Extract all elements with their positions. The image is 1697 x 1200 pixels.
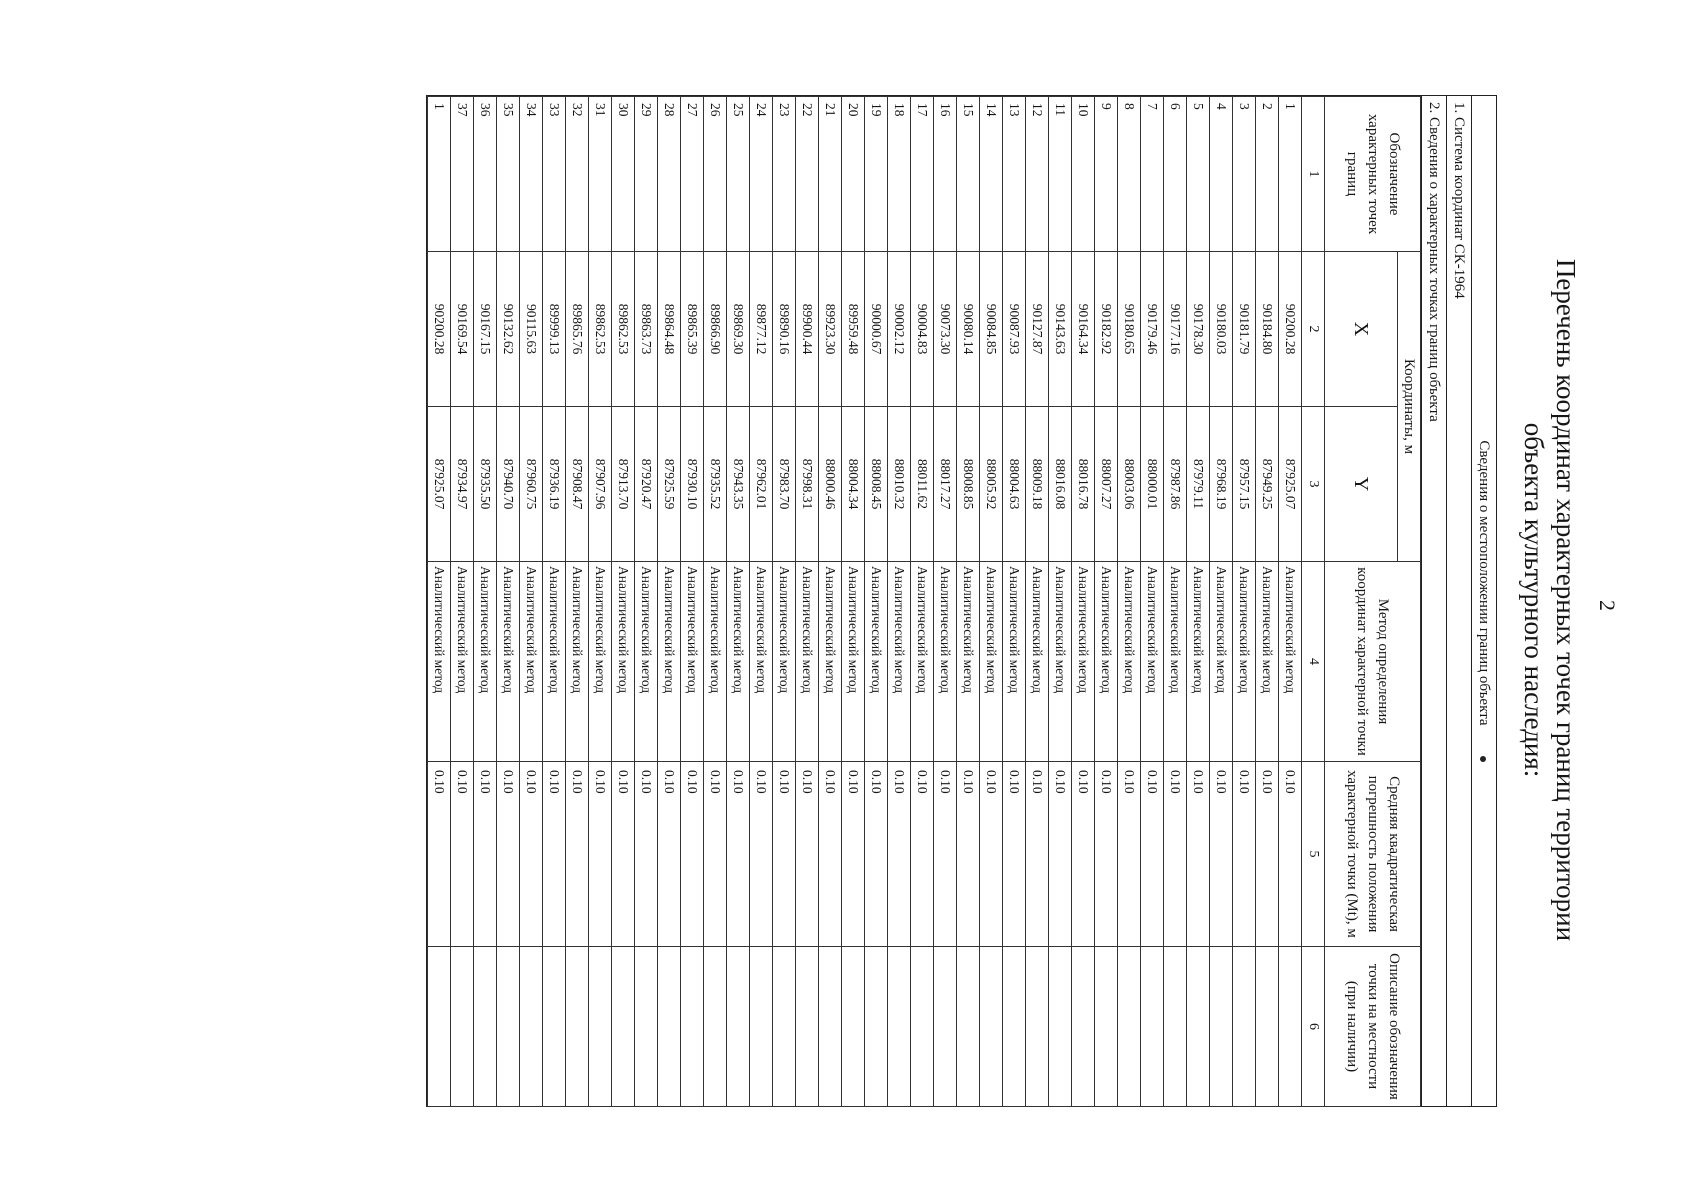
coordinates-sheet bbox=[426, 95, 1497, 1107]
x-coordinate-cell: 90169.54 bbox=[451, 252, 474, 407]
table-row bbox=[750, 97, 773, 1107]
accuracy-cell: 0.10 bbox=[1118, 762, 1141, 947]
point-id-cell: 27 bbox=[681, 97, 704, 252]
description-cell bbox=[474, 947, 497, 1107]
y-coordinate-cell: 87979.11 bbox=[1187, 407, 1210, 562]
point-id-cell: 29 bbox=[635, 97, 658, 252]
method-cell: Аналитический метод bbox=[543, 562, 566, 762]
description-cell bbox=[957, 947, 980, 1107]
point-id-cell: 4 bbox=[1210, 97, 1233, 252]
col-header-x: X bbox=[1325, 252, 1398, 407]
accuracy-cell: 0.10 bbox=[1072, 762, 1095, 947]
table-row bbox=[1279, 97, 1302, 1107]
y-coordinate-cell: 87949.25 bbox=[1256, 407, 1279, 562]
accuracy-cell: 0.10 bbox=[635, 762, 658, 947]
y-coordinate-cell: 88016.08 bbox=[1049, 407, 1072, 562]
method-cell: Аналитический метод bbox=[704, 562, 727, 762]
accuracy-cell: 0.10 bbox=[957, 762, 980, 947]
accuracy-cell: 0.10 bbox=[842, 762, 865, 947]
y-coordinate-cell: 88008.85 bbox=[957, 407, 980, 562]
x-coordinate-cell: 90164.34 bbox=[1072, 252, 1095, 407]
table-row bbox=[1026, 97, 1049, 1107]
method-cell: Аналитический метод bbox=[1256, 562, 1279, 762]
accuracy-cell: 0.10 bbox=[1187, 762, 1210, 947]
col-header-description: Описание обозначения точки на местности (при наличии) bbox=[1325, 947, 1421, 1107]
point-id-cell: 31 bbox=[589, 97, 612, 252]
table-row bbox=[451, 97, 474, 1107]
col-header-method: Метод определения координат характерной точки bbox=[1325, 562, 1421, 762]
description-cell bbox=[1072, 947, 1095, 1107]
col-number: 4 bbox=[1302, 562, 1325, 762]
col-header-point-id: Обозначение характерных точек границ bbox=[1325, 97, 1421, 252]
description-cell bbox=[1233, 947, 1256, 1107]
accuracy-cell: 0.10 bbox=[980, 762, 1003, 947]
table-row bbox=[888, 97, 911, 1107]
table-row bbox=[1095, 97, 1118, 1107]
x-coordinate-cell: 89877.12 bbox=[750, 252, 773, 407]
x-coordinate-cell: 89862.53 bbox=[612, 252, 635, 407]
description-cell bbox=[1049, 947, 1072, 1107]
title-line-1: Перечень координат характерных точек границ территории bbox=[1551, 258, 1581, 942]
method-cell: Аналитический метод bbox=[1141, 562, 1164, 762]
accuracy-cell: 0.10 bbox=[566, 762, 589, 947]
table-row bbox=[1118, 97, 1141, 1107]
y-coordinate-cell: 87998.31 bbox=[796, 407, 819, 562]
y-coordinate-cell: 88004.34 bbox=[842, 407, 865, 562]
accuracy-cell: 0.10 bbox=[773, 762, 796, 947]
y-coordinate-cell: 87925.07 bbox=[428, 407, 451, 562]
x-coordinate-cell: 89865.39 bbox=[681, 252, 704, 407]
table-row bbox=[957, 97, 980, 1107]
point-id-cell: 36 bbox=[474, 97, 497, 252]
x-coordinate-cell: 90181.79 bbox=[1233, 252, 1256, 407]
point-id-cell: 6 bbox=[1164, 97, 1187, 252]
y-coordinate-cell: 87968.19 bbox=[1210, 407, 1233, 562]
y-coordinate-cell: 88016.78 bbox=[1072, 407, 1095, 562]
table-row bbox=[658, 97, 681, 1107]
x-coordinate-cell: 89865.76 bbox=[566, 252, 589, 407]
x-coordinate-cell: 90132.62 bbox=[497, 252, 520, 407]
point-id-cell: 7 bbox=[1141, 97, 1164, 252]
table-row bbox=[980, 97, 1003, 1107]
method-cell: Аналитический метод bbox=[934, 562, 957, 762]
point-id-cell: 26 bbox=[704, 97, 727, 252]
method-cell: Аналитический метод bbox=[1118, 562, 1141, 762]
method-cell: Аналитический метод bbox=[773, 562, 796, 762]
accuracy-cell: 0.10 bbox=[1279, 762, 1302, 947]
accuracy-cell: 0.10 bbox=[474, 762, 497, 947]
method-cell: Аналитический метод bbox=[796, 562, 819, 762]
x-coordinate-cell: 90184.80 bbox=[1256, 252, 1279, 407]
point-id-cell: 11 bbox=[1049, 97, 1072, 252]
description-cell bbox=[1164, 947, 1187, 1107]
table-row bbox=[1256, 97, 1279, 1107]
description-cell bbox=[1141, 947, 1164, 1107]
table-row bbox=[589, 97, 612, 1107]
x-coordinate-cell: 89869.30 bbox=[727, 252, 750, 407]
table-row bbox=[796, 97, 819, 1107]
accuracy-cell: 0.10 bbox=[520, 762, 543, 947]
table-row bbox=[1141, 97, 1164, 1107]
description-cell bbox=[819, 947, 842, 1107]
y-coordinate-cell: 87913.70 bbox=[612, 407, 635, 562]
y-coordinate-cell: 88009.18 bbox=[1026, 407, 1049, 562]
table-row bbox=[1072, 97, 1095, 1107]
accuracy-cell: 0.10 bbox=[1095, 762, 1118, 947]
y-coordinate-cell: 87962.01 bbox=[750, 407, 773, 562]
accuracy-cell: 0.10 bbox=[1141, 762, 1164, 947]
coordinate-system-line: 1. Система координат СК-1964 bbox=[1446, 96, 1471, 1106]
description-cell bbox=[888, 947, 911, 1107]
table-row bbox=[773, 97, 796, 1107]
x-coordinate-cell: 89999.13 bbox=[543, 252, 566, 407]
method-cell: Аналитический метод bbox=[957, 562, 980, 762]
point-id-cell: 15 bbox=[957, 97, 980, 252]
y-coordinate-cell: 88004.63 bbox=[1003, 407, 1026, 562]
y-coordinate-cell: 88003.06 bbox=[1118, 407, 1141, 562]
method-cell: Аналитический метод bbox=[727, 562, 750, 762]
method-cell: Аналитический метод bbox=[451, 562, 474, 762]
y-coordinate-cell: 87987.86 bbox=[1164, 407, 1187, 562]
description-cell bbox=[750, 947, 773, 1107]
accuracy-cell: 0.10 bbox=[658, 762, 681, 947]
description-cell bbox=[612, 947, 635, 1107]
col-header-y: Y bbox=[1325, 407, 1398, 562]
method-cell: Аналитический метод bbox=[1279, 562, 1302, 762]
point-id-cell: 18 bbox=[888, 97, 911, 252]
y-coordinate-cell: 88007.27 bbox=[1095, 407, 1118, 562]
point-id-cell: 5 bbox=[1187, 97, 1210, 252]
x-coordinate-cell: 90200.28 bbox=[1279, 252, 1302, 407]
table-row bbox=[1049, 97, 1072, 1107]
y-coordinate-cell: 87907.96 bbox=[589, 407, 612, 562]
point-id-cell: 3 bbox=[1233, 97, 1256, 252]
x-coordinate-cell: 89862.53 bbox=[589, 252, 612, 407]
point-id-cell: 16 bbox=[934, 97, 957, 252]
y-coordinate-cell: 87943.35 bbox=[727, 407, 750, 562]
point-id-cell: 23 bbox=[773, 97, 796, 252]
table-row bbox=[842, 97, 865, 1107]
table-row bbox=[497, 97, 520, 1107]
accuracy-cell: 0.10 bbox=[1164, 762, 1187, 947]
col-number: 5 bbox=[1302, 762, 1325, 947]
y-coordinate-cell: 88008.45 bbox=[865, 407, 888, 562]
method-cell: Аналитический метод bbox=[497, 562, 520, 762]
description-cell bbox=[704, 947, 727, 1107]
col-header-accuracy: Средняя квадратическая погрешность положения характерной точки (Mt), м bbox=[1325, 762, 1421, 947]
description-cell bbox=[842, 947, 865, 1107]
table-row bbox=[612, 97, 635, 1107]
x-coordinate-cell: 90143.63 bbox=[1049, 252, 1072, 407]
page-number: 2 bbox=[1595, 600, 1620, 611]
description-cell bbox=[1095, 947, 1118, 1107]
x-coordinate-cell: 90000.67 bbox=[865, 252, 888, 407]
x-coordinate-cell: 90180.65 bbox=[1118, 252, 1141, 407]
method-cell: Аналитический метод bbox=[1164, 562, 1187, 762]
description-cell bbox=[1256, 947, 1279, 1107]
table-row bbox=[635, 97, 658, 1107]
method-cell: Аналитический метод bbox=[1210, 562, 1233, 762]
point-id-cell: 35 bbox=[497, 97, 520, 252]
x-coordinate-cell: 89864.48 bbox=[658, 252, 681, 407]
method-cell: Аналитический метод bbox=[520, 562, 543, 762]
method-cell: Аналитический метод bbox=[1187, 562, 1210, 762]
table-row bbox=[865, 97, 888, 1107]
x-coordinate-cell: 90127.87 bbox=[1026, 252, 1049, 407]
method-cell: Аналитический метод bbox=[658, 562, 681, 762]
col-number: 2 bbox=[1302, 252, 1325, 407]
description-cell bbox=[635, 947, 658, 1107]
col-number: 6 bbox=[1302, 947, 1325, 1107]
y-coordinate-cell: 87957.15 bbox=[1233, 407, 1256, 562]
point-id-cell: 21 bbox=[819, 97, 842, 252]
col-number: 3 bbox=[1302, 407, 1325, 562]
title-line-2: объекта культурного наследия: bbox=[1519, 422, 1549, 778]
y-coordinate-cell: 88000.46 bbox=[819, 407, 842, 562]
description-cell bbox=[566, 947, 589, 1107]
point-id-cell: 14 bbox=[980, 97, 1003, 252]
table-row bbox=[566, 97, 589, 1107]
description-cell bbox=[911, 947, 934, 1107]
document-title bbox=[1518, 55, 1582, 1145]
boundary-info-header bbox=[1471, 96, 1496, 1106]
method-cell: Аналитический метод bbox=[635, 562, 658, 762]
x-coordinate-cell: 90084.85 bbox=[980, 252, 1003, 407]
x-coordinate-cell: 90177.16 bbox=[1164, 252, 1187, 407]
method-cell: Аналитический метод bbox=[1049, 562, 1072, 762]
x-coordinate-cell: 90080.14 bbox=[957, 252, 980, 407]
y-coordinate-cell: 88000.01 bbox=[1141, 407, 1164, 562]
method-cell: Аналитический метод bbox=[888, 562, 911, 762]
point-id-cell: 12 bbox=[1026, 97, 1049, 252]
method-cell: Аналитический метод bbox=[911, 562, 934, 762]
point-id-cell: 30 bbox=[612, 97, 635, 252]
y-coordinate-cell: 87920.47 bbox=[635, 407, 658, 562]
description-cell bbox=[865, 947, 888, 1107]
method-cell: Аналитический метод bbox=[1026, 562, 1049, 762]
accuracy-cell: 0.10 bbox=[819, 762, 842, 947]
method-cell: Аналитический метод bbox=[1233, 562, 1256, 762]
table-row bbox=[1003, 97, 1026, 1107]
point-id-cell: 22 bbox=[796, 97, 819, 252]
x-coordinate-cell: 90073.30 bbox=[934, 252, 957, 407]
x-coordinate-cell: 89900.44 bbox=[796, 252, 819, 407]
method-cell: Аналитический метод bbox=[681, 562, 704, 762]
y-coordinate-cell: 87934.97 bbox=[451, 407, 474, 562]
y-coordinate-cell: 88011.62 bbox=[911, 407, 934, 562]
y-coordinate-cell: 87983.70 bbox=[773, 407, 796, 562]
table-row bbox=[520, 97, 543, 1107]
description-cell bbox=[497, 947, 520, 1107]
x-coordinate-cell: 90002.12 bbox=[888, 252, 911, 407]
accuracy-cell: 0.10 bbox=[543, 762, 566, 947]
accuracy-cell: 0.10 bbox=[1233, 762, 1256, 947]
table-row bbox=[1164, 97, 1187, 1107]
x-coordinate-cell: 89890.16 bbox=[773, 252, 796, 407]
description-cell bbox=[796, 947, 819, 1107]
point-id-cell: 19 bbox=[865, 97, 888, 252]
table-row bbox=[704, 97, 727, 1107]
table-row bbox=[681, 97, 704, 1107]
y-coordinate-cell: 87925.07 bbox=[1279, 407, 1302, 562]
y-coordinate-cell: 87925.59 bbox=[658, 407, 681, 562]
method-cell: Аналитический метод bbox=[566, 562, 589, 762]
x-coordinate-cell: 89923.30 bbox=[819, 252, 842, 407]
table-row bbox=[819, 97, 842, 1107]
method-cell: Аналитический метод bbox=[612, 562, 635, 762]
y-coordinate-cell: 87936.19 bbox=[543, 407, 566, 562]
accuracy-cell: 0.10 bbox=[451, 762, 474, 947]
accuracy-cell: 0.10 bbox=[1210, 762, 1233, 947]
table-row bbox=[428, 97, 451, 1107]
accuracy-cell: 0.10 bbox=[704, 762, 727, 947]
accuracy-cell: 0.10 bbox=[750, 762, 773, 947]
method-cell: Аналитический метод bbox=[1072, 562, 1095, 762]
boundary-info-header-text: Сведения о местоположении границ объекта bbox=[1476, 440, 1492, 726]
accuracy-cell: 0.10 bbox=[888, 762, 911, 947]
y-coordinate-cell: 87940.70 bbox=[497, 407, 520, 562]
accuracy-cell: 0.10 bbox=[497, 762, 520, 947]
point-id-cell: 8 bbox=[1118, 97, 1141, 252]
description-cell bbox=[543, 947, 566, 1107]
y-coordinate-cell: 88005.92 bbox=[980, 407, 1003, 562]
method-cell: Аналитический метод bbox=[474, 562, 497, 762]
table-row bbox=[727, 97, 750, 1107]
point-id-cell: 24 bbox=[750, 97, 773, 252]
section-2-heading: 2. Сведения о характерных точках границ объекта bbox=[1421, 96, 1446, 1106]
col-number: 1 bbox=[1302, 97, 1325, 252]
x-coordinate-cell: 90182.92 bbox=[1095, 252, 1118, 407]
accuracy-cell: 0.10 bbox=[1003, 762, 1026, 947]
accuracy-cell: 0.10 bbox=[727, 762, 750, 947]
y-coordinate-cell: 87935.50 bbox=[474, 407, 497, 562]
x-coordinate-cell: 90180.03 bbox=[1210, 252, 1233, 407]
point-id-cell: 9 bbox=[1095, 97, 1118, 252]
method-cell: Аналитический метод bbox=[428, 562, 451, 762]
accuracy-cell: 0.10 bbox=[428, 762, 451, 947]
method-cell: Аналитический метод bbox=[842, 562, 865, 762]
point-id-cell: 1 bbox=[428, 97, 451, 252]
description-cell bbox=[727, 947, 750, 1107]
x-coordinate-cell: 90178.30 bbox=[1187, 252, 1210, 407]
table-row bbox=[1187, 97, 1210, 1107]
point-id-cell: 20 bbox=[842, 97, 865, 252]
point-id-cell: 17 bbox=[911, 97, 934, 252]
point-id-cell: 34 bbox=[520, 97, 543, 252]
x-coordinate-cell: 90179.46 bbox=[1141, 252, 1164, 407]
accuracy-cell: 0.10 bbox=[911, 762, 934, 947]
coordinates-table-body bbox=[428, 97, 1302, 1107]
method-cell: Аналитический метод bbox=[980, 562, 1003, 762]
accuracy-cell: 0.10 bbox=[1256, 762, 1279, 947]
x-coordinate-cell: 90200.28 bbox=[428, 252, 451, 407]
column-number-row bbox=[1302, 97, 1325, 1107]
point-id-cell: 37 bbox=[451, 97, 474, 252]
method-cell: Аналитический метод bbox=[1003, 562, 1026, 762]
point-id-cell: 13 bbox=[1003, 97, 1026, 252]
point-id-cell: 1 bbox=[1279, 97, 1302, 252]
table-row bbox=[474, 97, 497, 1107]
accuracy-cell: 0.10 bbox=[796, 762, 819, 947]
method-cell: Аналитический метод bbox=[1095, 562, 1118, 762]
x-coordinate-cell: 89959.48 bbox=[842, 252, 865, 407]
accuracy-cell: 0.10 bbox=[865, 762, 888, 947]
y-coordinate-cell: 88017.27 bbox=[934, 407, 957, 562]
y-coordinate-cell: 87930.10 bbox=[681, 407, 704, 562]
point-id-cell: 32 bbox=[566, 97, 589, 252]
y-coordinate-cell: 87935.52 bbox=[704, 407, 727, 562]
method-cell: Аналитический метод bbox=[589, 562, 612, 762]
description-cell bbox=[520, 947, 543, 1107]
description-cell bbox=[1026, 947, 1049, 1107]
description-cell bbox=[589, 947, 612, 1107]
table-row bbox=[543, 97, 566, 1107]
description-cell bbox=[980, 947, 1003, 1107]
table-row bbox=[1210, 97, 1233, 1107]
x-coordinate-cell: 90115.63 bbox=[520, 252, 543, 407]
point-id-cell: 10 bbox=[1072, 97, 1095, 252]
point-id-cell: 2 bbox=[1256, 97, 1279, 252]
accuracy-cell: 0.10 bbox=[1026, 762, 1049, 947]
accuracy-cell: 0.10 bbox=[612, 762, 635, 947]
y-coordinate-cell: 87908.47 bbox=[566, 407, 589, 562]
y-coordinate-cell: 87960.75 bbox=[520, 407, 543, 562]
description-cell bbox=[1187, 947, 1210, 1107]
method-cell: Аналитический метод bbox=[819, 562, 842, 762]
x-coordinate-cell: 90087.93 bbox=[1003, 252, 1026, 407]
description-cell bbox=[1118, 947, 1141, 1107]
description-cell bbox=[934, 947, 957, 1107]
table-row bbox=[1233, 97, 1256, 1107]
method-cell: Аналитический метод bbox=[750, 562, 773, 762]
accuracy-cell: 0.10 bbox=[1049, 762, 1072, 947]
description-cell bbox=[428, 947, 451, 1107]
x-coordinate-cell: 90167.15 bbox=[474, 252, 497, 407]
method-cell: Аналитический метод bbox=[865, 562, 888, 762]
table-row bbox=[911, 97, 934, 1107]
table-row bbox=[934, 97, 957, 1107]
accuracy-cell: 0.10 bbox=[934, 762, 957, 947]
description-cell bbox=[1003, 947, 1026, 1107]
point-id-cell: 25 bbox=[727, 97, 750, 252]
x-coordinate-cell: 89866.90 bbox=[704, 252, 727, 407]
x-coordinate-cell: 90004.83 bbox=[911, 252, 934, 407]
accuracy-cell: 0.10 bbox=[681, 762, 704, 947]
accuracy-cell: 0.10 bbox=[589, 762, 612, 947]
description-cell bbox=[451, 947, 474, 1107]
y-coordinate-cell: 88010.32 bbox=[888, 407, 911, 562]
description-cell bbox=[681, 947, 704, 1107]
document-page bbox=[250, 55, 1630, 1145]
description-cell bbox=[658, 947, 681, 1107]
coordinates-table bbox=[427, 96, 1421, 1107]
description-cell bbox=[773, 947, 796, 1107]
bullet-dot-icon bbox=[1480, 756, 1486, 762]
description-cell bbox=[1210, 947, 1233, 1107]
col-header-coordinates: Координаты, м bbox=[1398, 252, 1421, 562]
description-cell bbox=[1279, 947, 1302, 1107]
point-id-cell: 28 bbox=[658, 97, 681, 252]
x-coordinate-cell: 89863.73 bbox=[635, 252, 658, 407]
point-id-cell: 33 bbox=[543, 97, 566, 252]
